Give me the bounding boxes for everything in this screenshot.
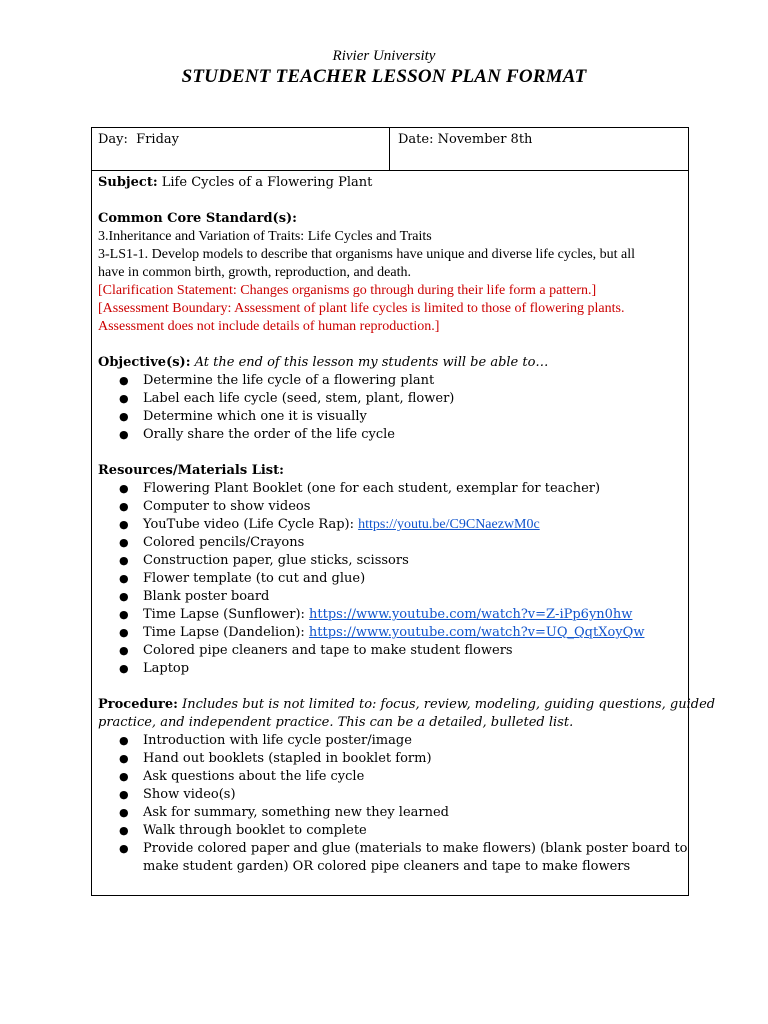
standard-line-3: have in common birth, growth, reproduction, and death. (98, 265, 411, 280)
list-item: ● Orally share the order of the life cycle (119, 427, 395, 442)
objectives-label: Objective(s): (98, 355, 191, 370)
list-item: ● Label each life cycle (seed, stem, plant, flower) (119, 391, 455, 406)
procedure-last-line-2: make student garden) OR colored pipe cleaners and tape to make flowers (143, 859, 631, 874)
list-item: ● Time Lapse (Dandelion): https://www.youtube.com/watch?v=UQ_QqtXoyQw (119, 625, 645, 640)
list-item: ● Introduction with life cycle poster/image (119, 733, 412, 748)
subject-label: Subject: (98, 175, 158, 190)
list-item: ● Computer to show videos (119, 499, 311, 514)
objectives-list (98, 372, 680, 444)
day-cell (92, 128, 390, 170)
day-date-row (92, 128, 688, 171)
list-item: ● Determine the life cycle of a flowering plant (119, 373, 435, 388)
procedure-intro-2: practice, and independent practice. This can be a detailed, bulleted list. (98, 715, 574, 730)
list-item: ● Ask questions about the life cycle (119, 769, 365, 784)
list-item: ● Flowering Plant Booklet (one for each student, exemplar for teacher) (119, 481, 601, 496)
lesson-plan-table (91, 127, 716, 896)
procedure-intro-1: Includes but is not limited to: focus, review, modeling, guiding questions, guided (182, 697, 716, 712)
standard-line-1: 3.Inheritance and Variation of Traits: Life Cycles and Traits (98, 229, 432, 244)
dandelion-timelapse-link[interactable]: https://www.youtube.com/watch?v=UQ_QqtXoyQw (308, 625, 645, 640)
life-cycle-rap-link[interactable]: https://youtu.be/C9CNaezwM0c (358, 517, 540, 532)
subject-line (98, 174, 680, 192)
standards-label: Common Core Standard(s): (98, 211, 297, 226)
list-item: ● Provide colored paper and glue (materials to make flowers) (blank poster board to make student garden) OR colored pipe cleaners and tape to make flowers (119, 841, 688, 874)
date-cell (391, 128, 688, 170)
day-label: Day: (98, 132, 128, 147)
procedure-heading (98, 696, 716, 714)
procedure-last-line-1: Provide colored paper and glue (materials to make flowers) (blank poster board to (143, 841, 688, 856)
lesson-body-cell (92, 171, 716, 876)
list-item: ● Construction paper, glue sticks, scissors (119, 553, 409, 568)
list-item: ● Walk through booklet to complete (119, 823, 367, 838)
list-item: ● Show video(s) (119, 787, 236, 802)
date-value: November 8th (437, 132, 533, 147)
list-item: ● Colored pipe cleaners and tape to make student flowers (119, 643, 513, 658)
list-item: ● Hand out booklets (stapled in booklet form) (119, 751, 432, 766)
document-title: STUDENT TEACHER LESSON PLAN FORMAT (181, 66, 587, 87)
list-item: ● Colored pencils/Crayons (119, 535, 305, 550)
resources-list (98, 480, 680, 678)
list-item: ● Determine which one it is visually (119, 409, 367, 424)
list-item: ● Flower template (to cut and glue) (119, 571, 366, 586)
list-item: ● Time Lapse (Sunflower): https://www.youtube.com/watch?v=Z-iPp6yn0hw (119, 607, 633, 622)
subject-value: Life Cycles of a Flowering Plant (161, 175, 373, 190)
clarification-statement: [Clarification Statement: Changes organisms go through during their life form a pattern.] (98, 283, 597, 298)
assessment-boundary-1: [Assessment Boundary: Assessment of plant life cycles is limited to those of flowering plants. (98, 301, 625, 316)
list-item: ● Laptop (119, 661, 190, 676)
day-value: Friday (136, 132, 179, 147)
list-item: ● YouTube video (Life Cycle Rap): https://youtu.be/C9CNaezwM0c (119, 517, 540, 532)
sunflower-timelapse-link[interactable]: https://www.youtube.com/watch?v=Z-iPp6yn0hw (309, 607, 633, 622)
list-item: ● Blank poster board (119, 589, 270, 604)
date-label: Date: (398, 132, 434, 147)
assessment-boundary-2: Assessment does not include details of human reproduction.] (98, 319, 440, 334)
procedure-list (98, 732, 688, 876)
standard-line-2: 3-LS1-1. Develop models to describe that organisms have unique and diverse life cycles, but all (98, 247, 636, 262)
objectives-heading (98, 354, 680, 372)
university-name: Rivier University (332, 48, 436, 64)
list-item: ● Ask for summary, something new they learned (119, 805, 449, 820)
objectives-intro: At the end of this lesson my students will be able to… (194, 355, 549, 370)
resources-label: Resources/Materials List: (98, 463, 284, 478)
procedure-label: Procedure: (98, 697, 178, 712)
